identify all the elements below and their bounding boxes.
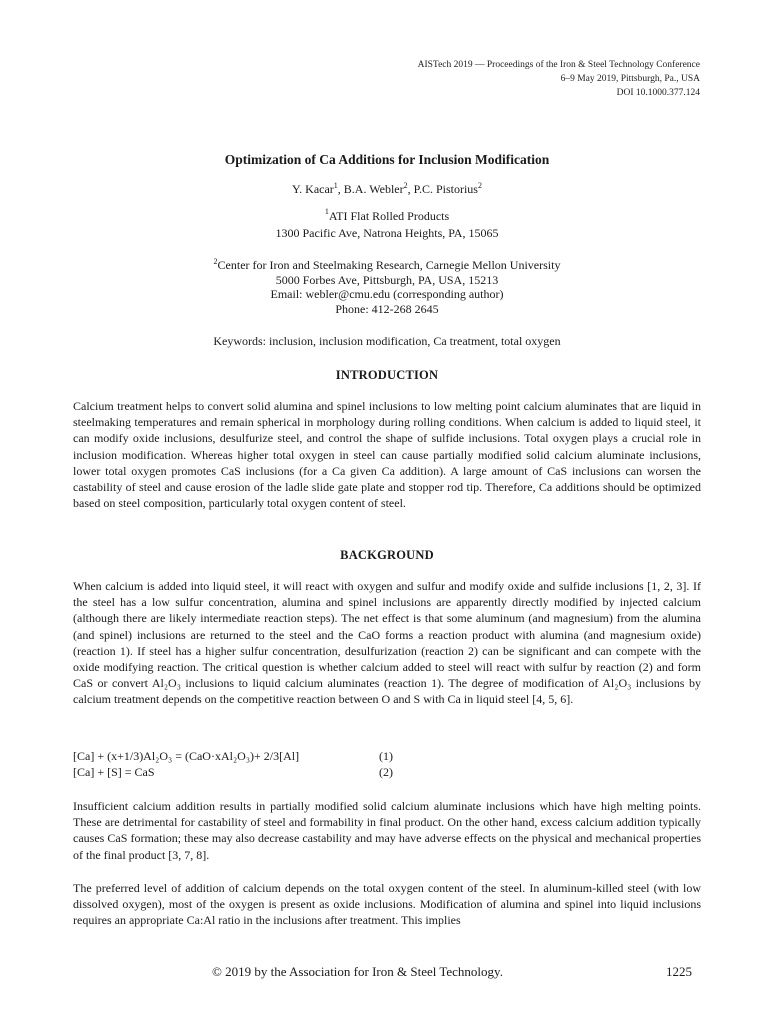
affiliation-address: 5000 Forbes Ave, Pittsburgh, PA, USA, 15213: [275, 272, 499, 287]
author-affiliation-marker: 1: [333, 181, 338, 190]
introduction-paragraph: Calcium treatment helps to convert solid alumina and spinel inclusions to low melting point calcium aluminates that are liquid in steelmaking temperatures and remain spherical in morphology during rolling conditions. When calcium is added to liquid steel, it can modify oxide inclusions, desulfurize steel, and control the shape of sulfide inclusions. Total oxygen plays a crucial role in inclusion modification. Whereas higher total oxygen in steel can cause partially modified solid calcium aluminate inclusions, lower total oxygen promotes CaS inclusions (for a Ca given Ca addition). A large amount of CaS inclusions can worsen the castability of steel and cause erosion of the ladle slide gate plate and stopper rod tip. Therefore, Ca additions should be optimized based on steel composition, particularly total oxygen content of steel.: [73, 399, 701, 511]
equation-number: (1): [379, 749, 393, 763]
keywords: Keywords: inclusion, inclusion modification, Ca treatment, total oxygen: [213, 334, 561, 348]
contact-email: Email: webler@cmu.edu (corresponding author): [270, 287, 504, 301]
affiliation-name: ATI Flat Rolled Products: [328, 209, 450, 223]
affiliation-marker: 1: [324, 207, 329, 216]
contact-phone: Phone: 412-268 2645: [335, 301, 439, 316]
author-list: Y. Kacar$^1$, B.A. Webler$^2$, P.C. Pistorius$^2$: [292, 181, 482, 196]
page-number: 1225: [666, 964, 692, 979]
doi: DOI 10.1000.377.124: [616, 88, 700, 98]
background-paragraph: When calcium is added into liquid steel, it will react with oxygen and sulfur and modify oxide and sulfide inclusions [1, 2, 3]. If the steel has a low sulfur concentration, alumina and spinel inclusions are apparently directly modified by injected calcium (although there are likely intermediate reaction steps). The net effect is that some aluminum (and magnesium) from the alumina (and spinel) inclusions are returned to the steel and the CaO forms a reaction product with alumina (and magnesium oxide) (reaction 1). If steel has a higher sulfur concentration, desulfurization (reaction 2) can be significant and can compete with the oxide modifying reaction. The critical question is whether calcium added to steel will react with sulfur by reaction (2) and form CaS or convert Al₂O₃ inclusions to liquid calcium aluminates (reaction 1). The degree of modification of Al₂O₃ inclusions by calcium treatment depends on the competitive reaction between O and S with Ca in liquid steel [4, 5, 6].: [73, 579, 701, 707]
equation-text: [Ca] + (x+1/3)Al₂O₃ = (CaO·xAl₂O₃)+ 2/3[Al]: [73, 749, 300, 763]
affiliation-2: [0, 258, 768, 316]
conference-header: [280, 58, 700, 100]
introduction-heading: INTRODUCTION: [335, 368, 439, 382]
affiliation-1: [0, 208, 768, 242]
conference-date-location: 6–9 May 2019, Pittsburgh, Pa., USA: [560, 74, 700, 84]
paper-title: Optimization of Ca Additions for Inclusion Modification: [224, 152, 550, 167]
conference-name: AISTech 2019 — Proceedings of the Iron & Steel Technology Conference: [417, 60, 700, 70]
affiliation-marker: 2: [213, 257, 218, 266]
affiliation-name: Center for Iron and Steelmaking Research, Carnegie Mellon University: [217, 258, 561, 272]
author-affiliation-marker: 2: [477, 181, 482, 190]
insufficient-calcium-paragraph: Insufficient calcium addition results in partially modified solid calcium aluminate inclusions which have high melting points. These are detrimental for castability of steel and formability in final product. On the other hand, excess calcium addition typically causes CaS formation; these may also decrease castability and may have adverse effects on the physical and mechanical properties of the final product [3, 7, 8].: [73, 799, 701, 862]
equation-1: [73, 748, 393, 764]
author-name: Y. Kacar: [292, 182, 334, 196]
copyright-notice: © 2019 by the Association for Iron & Steel Technology.: [212, 964, 503, 979]
background-heading: BACKGROUND: [340, 548, 434, 562]
author-name: P.C. Pistorius: [413, 182, 478, 196]
author-affiliation-marker: 2: [403, 181, 408, 190]
equation-2: [73, 764, 393, 780]
affiliation-address: 1300 Pacific Ave, Natrona Heights, PA, 15065: [275, 226, 499, 240]
author-name: B.A. Webler: [343, 182, 404, 196]
equation-text: [Ca] + [S] = CaS: [73, 765, 155, 779]
equation-number: (2): [379, 765, 393, 779]
preferred-level-paragraph: The preferred level of addition of calcium depends on the total oxygen content of the steel. In aluminum-killed steel (with low dissolved oxygen), most of the oxygen is present as oxide inclusions. Modification of alumina and spinel into liquid inclusions requires an appropriate Ca:Al ratio in the inclusions after treatment. This implies: [73, 881, 701, 928]
